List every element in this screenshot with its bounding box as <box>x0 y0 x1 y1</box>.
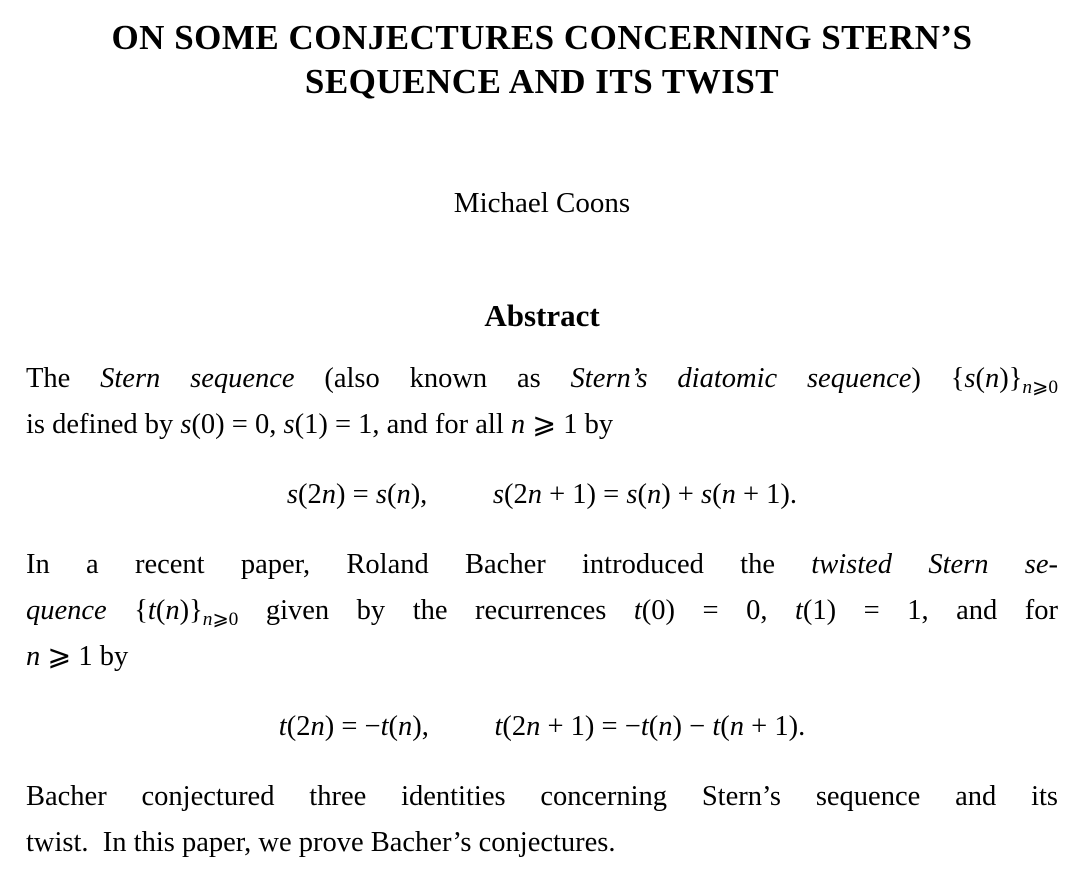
text-segment: n <box>321 479 337 510</box>
equation-stern-recurrence <box>26 472 1058 518</box>
text-segment: s <box>964 363 976 394</box>
text-segment: In a recent paper, Roland Bacher introduced the <box>26 549 812 580</box>
text-segment: (2 <box>503 479 528 510</box>
text-segment: t <box>278 711 287 742</box>
text-segment: n <box>26 641 41 672</box>
text-segment: ( <box>388 711 399 742</box>
text-segment: + 1) = − <box>540 711 641 742</box>
text-segment: t <box>494 711 503 742</box>
text-segment: + 1). <box>744 711 806 742</box>
abstract-paragraph-2 <box>26 542 1058 680</box>
text-segment: n <box>526 711 541 742</box>
abstract-heading: Abstract <box>484 298 600 333</box>
text-segment: ( <box>155 595 166 626</box>
text-line <box>26 356 1058 402</box>
text-segment: ) = <box>336 479 376 510</box>
text-segment: (2 <box>298 479 322 510</box>
text-segment: Bacher conjectured three identities concerning Stern’s sequence and its <box>26 781 1058 812</box>
text-segment: n <box>202 609 213 631</box>
text-segment: t <box>147 595 156 626</box>
text-segment: s <box>701 479 713 510</box>
text-segment: s <box>375 479 387 510</box>
text-segment: s <box>283 409 295 440</box>
text-segment: (2 <box>286 711 311 742</box>
text-segment: ), <box>410 479 428 510</box>
text-segment: )} <box>999 363 1023 394</box>
text-segment: n <box>658 711 673 742</box>
text-line <box>26 634 1058 680</box>
text-segment: n <box>165 595 180 626</box>
paper-title-line2: SEQUENCE AND ITS TWIST <box>304 62 780 101</box>
text-segment: is defined by <box>26 409 181 440</box>
text-segment: t <box>633 595 642 626</box>
paper-title <box>0 16 1084 104</box>
text-segment: ⩾0 <box>1032 377 1058 399</box>
abstract-paragraph-3 <box>26 774 1058 866</box>
text-segment: s <box>180 409 192 440</box>
text-segment: (2 <box>502 711 527 742</box>
text-segment: quence <box>26 595 135 626</box>
text-segment: + 1) = <box>541 479 627 510</box>
text-line <box>26 774 1058 820</box>
text-segment: (also known as <box>294 363 571 394</box>
text-line <box>26 588 1058 634</box>
text-segment: n <box>721 479 736 510</box>
text-segment: ( <box>637 479 647 510</box>
text-segment: s <box>492 479 504 510</box>
text-line <box>26 542 1058 588</box>
text-segment: ( <box>386 479 397 510</box>
text-segment: ⩾ 1 by <box>525 409 614 440</box>
text-segment: ), <box>412 711 429 742</box>
abstract-paragraph-1 <box>26 356 1058 448</box>
text-segment: n <box>510 409 526 440</box>
text-segment: t <box>380 711 389 742</box>
text-segment: twist. In this paper, we prove Bacher’s conjectures. <box>26 827 616 858</box>
text-segment: ) = − <box>324 711 381 742</box>
text-segment: ( <box>975 363 985 394</box>
text-segment: )} <box>179 595 203 626</box>
text-segment: ( <box>712 479 722 510</box>
text-segment: ⩾0 <box>212 609 239 631</box>
abstract-body <box>0 356 1084 866</box>
equation-twisted-stern-recurrence <box>26 704 1058 750</box>
text-segment: ( <box>648 711 659 742</box>
paper-title-line1: ON SOME CONJECTURES CONCERNING STERN’S <box>111 18 973 57</box>
text-segment: (0) = 0, <box>191 409 284 440</box>
author-name: Michael Coons <box>453 187 631 219</box>
text-segment: n <box>729 711 744 742</box>
text-segment: Stern’s diatomic sequence <box>570 363 912 394</box>
text-segment: ( <box>720 711 730 742</box>
text-line <box>26 402 1058 448</box>
text-segment: (1) = 1, and for <box>802 595 1059 626</box>
text-segment: n <box>646 479 662 510</box>
text-segment: ) − <box>672 711 713 742</box>
text-segment: n <box>984 363 1000 394</box>
text-segment: given by the recurrences <box>238 595 634 626</box>
text-segment: n <box>1022 377 1033 399</box>
text-segment: ) + <box>661 479 702 510</box>
text-segment: twisted Stern se- <box>811 549 1058 580</box>
text-segment: Stern sequence <box>100 363 295 394</box>
text-segment: n <box>527 479 542 510</box>
text-segment: (0) = 0, <box>641 595 795 626</box>
text-segment: (1) = 1, and for all <box>294 409 511 440</box>
text-segment: ⩾ 1 by <box>40 641 129 672</box>
text-segment: n <box>398 711 413 742</box>
text-line <box>26 820 1058 866</box>
text-segment: The <box>26 363 101 394</box>
text-segment: { <box>134 595 148 626</box>
text-segment: t <box>794 595 803 626</box>
text-segment: s <box>286 479 299 510</box>
text-segment: t <box>712 711 721 742</box>
text-segment: t <box>640 711 649 742</box>
text-segment: n <box>310 711 325 742</box>
text-segment: ) { <box>911 363 965 394</box>
text-segment: s <box>626 479 638 510</box>
text-segment: n <box>396 479 411 510</box>
text-segment: + 1). <box>735 479 798 510</box>
